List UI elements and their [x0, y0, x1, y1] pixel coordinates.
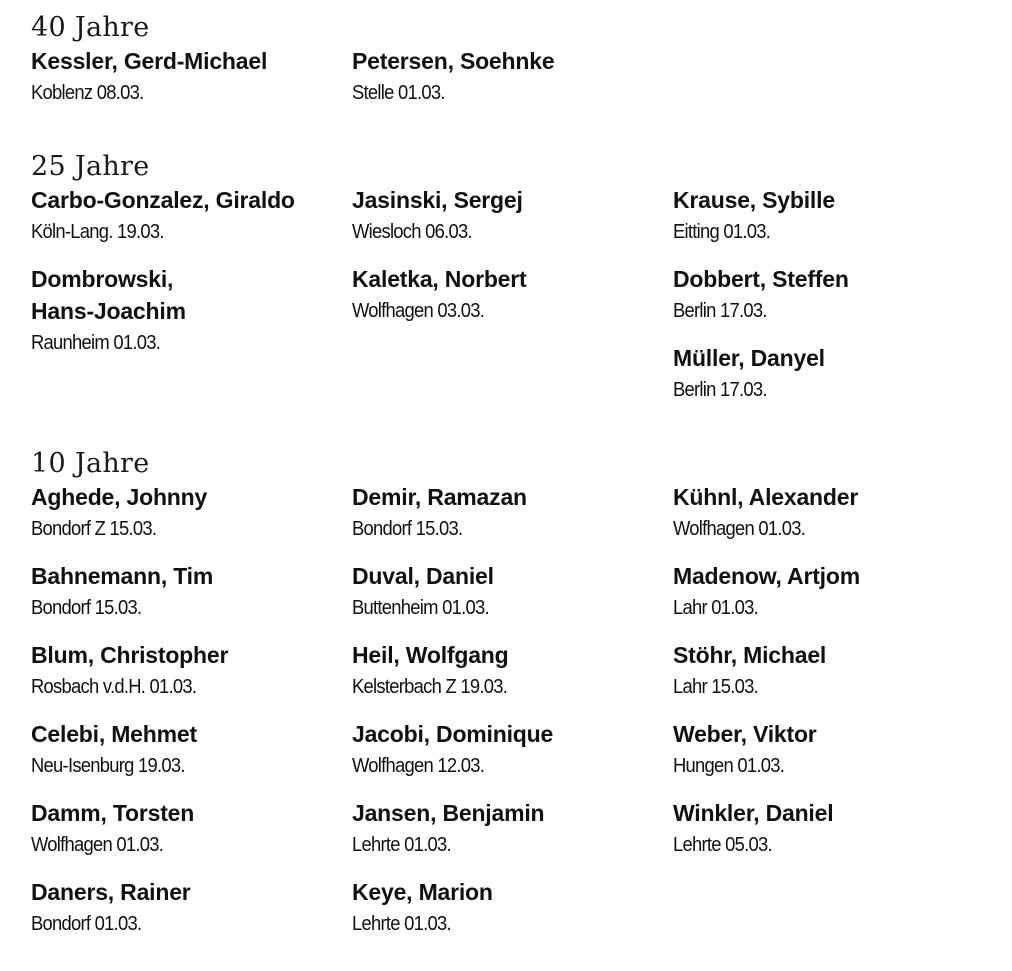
person-detail: Lahr 01.03.: [673, 597, 759, 619]
person-detail: Rosbach v.d.H. 01.03.: [31, 676, 197, 698]
person-name: Madenow, Artjom: [673, 563, 860, 589]
person-name: Winkler, Daniel: [673, 800, 834, 826]
person-detail: Bondorf 15.03.: [31, 597, 142, 619]
column: [673, 184, 991, 421]
person-detail: Köln-Lang. 19.03.: [31, 221, 164, 243]
person-name: Demir, Ramazan: [352, 484, 527, 510]
list-item: [352, 184, 673, 248]
column: [31, 45, 352, 124]
person-detail: Wolfhagen 01.03.: [673, 518, 806, 540]
person-name: Dobbert, Steffen: [673, 266, 849, 292]
column: [352, 45, 673, 124]
person-name: Heil, Wolfgang: [352, 642, 509, 668]
person-detail: Wolfhagen 12.03.: [352, 755, 485, 777]
person-name: Kessler, Gerd-Michael: [31, 48, 268, 74]
list-item: [31, 481, 352, 545]
person-detail: Stelle 01.03.: [352, 82, 445, 104]
section-heading: 40 Jahre: [31, 12, 150, 43]
person-name: Carbo-Gonzalez, Giraldo: [31, 187, 295, 213]
person-detail: Wiesloch 06.03.: [352, 221, 472, 243]
list-item: [673, 560, 991, 624]
person-name: Daners, Rainer: [31, 879, 191, 905]
person-detail: Bondorf 01.03.: [31, 913, 142, 935]
person-detail: Lahr 15.03.: [673, 676, 759, 698]
entries-grid: [31, 184, 991, 421]
person-name: Jasinski, Sergej: [352, 187, 523, 213]
list-item: [673, 184, 991, 248]
list-item: [31, 263, 352, 359]
column: [31, 481, 352, 955]
person-detail: Bondorf 15.03.: [352, 518, 463, 540]
list-item: [673, 263, 991, 327]
section-40-years: [31, 11, 991, 124]
person-detail: Hungen 01.03.: [673, 755, 785, 777]
person-name: Krause, Sybille: [673, 187, 835, 213]
person-detail: Wolfhagen 01.03.: [31, 834, 164, 856]
list-item: [352, 45, 673, 109]
person-name: Keye, Marion: [352, 879, 493, 905]
person-name: Aghede, Johnny: [31, 484, 208, 510]
person-name: Bahnemann, Tim: [31, 563, 214, 589]
list-item: [673, 718, 991, 782]
person-detail: Eitting 01.03.: [673, 221, 771, 243]
list-item: [31, 797, 352, 861]
person-name: Dombrowski,: [31, 266, 174, 292]
list-item: [352, 481, 673, 545]
person-name: Weber, Viktor: [673, 721, 817, 747]
list-item: [673, 639, 991, 703]
column: [352, 184, 673, 342]
list-item: [31, 560, 352, 624]
person-name: Kaletka, Norbert: [352, 266, 527, 292]
person-detail: Neu-Isenburg 19.03.: [31, 755, 185, 777]
list-item: [352, 797, 673, 861]
person-name: Jansen, Benjamin: [352, 800, 545, 826]
list-item: [352, 718, 673, 782]
list-item: [673, 481, 991, 545]
person-detail: Lehrte 01.03.: [352, 834, 451, 856]
list-item: [673, 797, 991, 861]
person-detail: Kelsterbach Z 19.03.: [352, 676, 508, 698]
list-item: [31, 639, 352, 703]
person-detail: Berlin 17.03.: [673, 300, 767, 322]
section-10-years: [31, 447, 991, 955]
section-heading: 25 Jahre: [31, 151, 150, 182]
list-item: [31, 718, 352, 782]
list-item: [31, 45, 352, 109]
person-detail: Buttenheim 01.03.: [352, 597, 489, 619]
person-name: Duval, Daniel: [352, 563, 494, 589]
list-item: [352, 560, 673, 624]
list-item: [673, 342, 991, 406]
person-name: Celebi, Mehmet: [31, 721, 197, 747]
person-detail: Koblenz 08.03.: [31, 82, 144, 104]
list-item: [352, 639, 673, 703]
entries-grid: [31, 481, 991, 955]
person-name-continued: Hans-Joachim: [31, 298, 186, 324]
person-name: Petersen, Soehnke: [352, 48, 555, 74]
person-detail: Raunheim 01.03.: [31, 332, 161, 354]
person-name: Damm, Torsten: [31, 800, 195, 826]
person-name: Blum, Christopher: [31, 642, 229, 668]
column: [352, 481, 673, 955]
person-name: Kühnl, Alexander: [673, 484, 859, 510]
section-25-years: [31, 150, 991, 421]
person-detail: Bondorf Z 15.03.: [31, 518, 157, 540]
section-heading: 10 Jahre: [31, 448, 150, 479]
person-name: Stöhr, Michael: [673, 642, 827, 668]
person-detail: Lehrte 01.03.: [352, 913, 451, 935]
column: [31, 184, 352, 374]
list-item: [352, 263, 673, 327]
list-item: [352, 876, 673, 940]
person-name: Jacobi, Dominique: [352, 721, 554, 747]
list-item: [31, 184, 352, 248]
column: [673, 481, 991, 876]
person-detail: Wolfhagen 03.03.: [352, 300, 485, 322]
entries-grid: [31, 45, 991, 124]
person-detail: Berlin 17.03.: [673, 379, 767, 401]
person-name: Müller, Danyel: [673, 345, 825, 371]
list-item: [31, 876, 352, 940]
person-detail: Lehrte 05.03.: [673, 834, 772, 856]
